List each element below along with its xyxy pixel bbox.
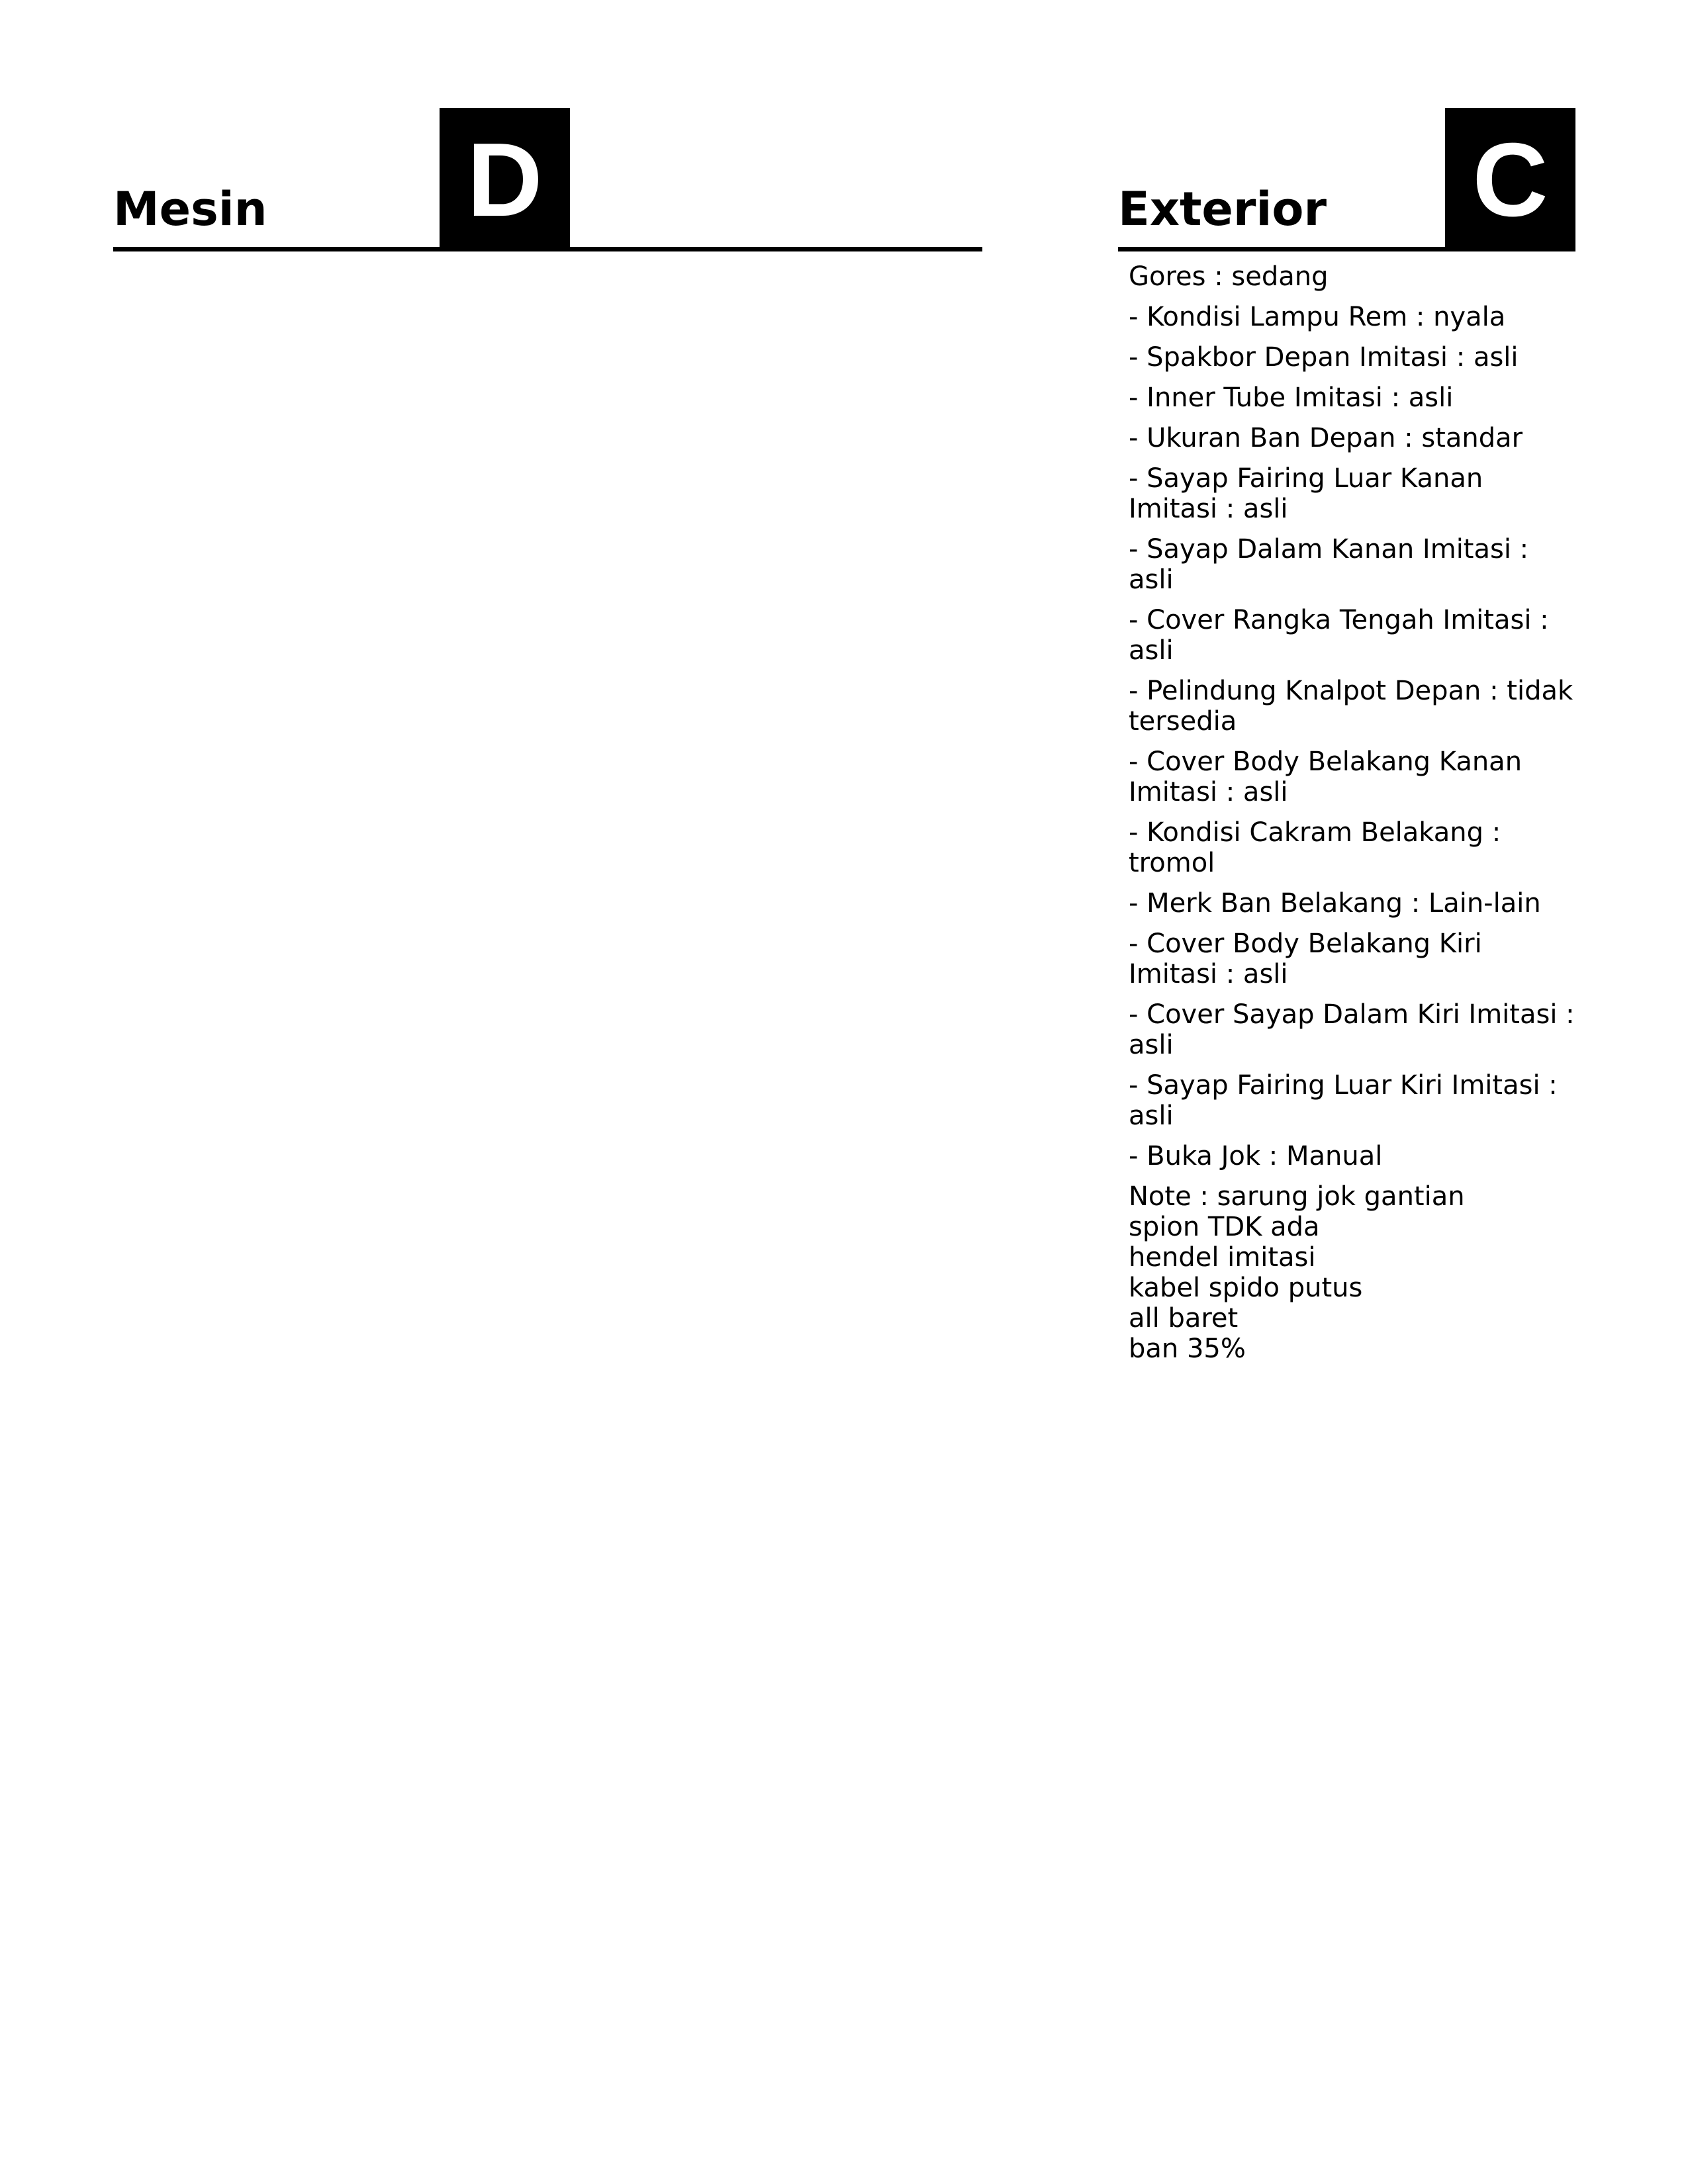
- exterior-item: - Cover Sayap Dalam Kiri Imitasi : asli: [1129, 999, 1575, 1060]
- exterior-item: - Merk Ban Belakang : Lain-lain: [1129, 888, 1541, 919]
- exterior-item: - Sayap Fairing Luar Kiri Imitasi : asli: [1129, 1070, 1558, 1131]
- exterior-item: - Kondisi Lampu Rem : nyala: [1129, 302, 1506, 332]
- exterior-item: - Inner Tube Imitasi : asli: [1129, 383, 1454, 413]
- exterior-item: - Ukuran Ban Depan : standar: [1129, 423, 1523, 453]
- exterior-item: - Buka Jok : Manual: [1129, 1141, 1383, 1171]
- mesin-title: Mesin: [113, 182, 267, 236]
- exterior-item-list: [1118, 261, 1575, 1364]
- exterior-header: [1118, 108, 1575, 251]
- exterior-item: - Spakbor Depan Imitasi : asli: [1129, 342, 1519, 373]
- exterior-item: - Sayap Dalam Kanan Imitasi : asli: [1129, 534, 1529, 595]
- exterior-item: - Cover Body Belakang Kanan Imitasi : asli: [1129, 747, 1523, 807]
- exterior-item: Gores : sedang: [1129, 261, 1329, 292]
- exterior-item: - Kondisi Cakram Belakang : tromol: [1129, 817, 1501, 878]
- mesin-section: [113, 108, 982, 251]
- exterior-section: [1118, 108, 1575, 1374]
- exterior-item: - Sayap Fairing Luar Kanan Imitasi : asli: [1129, 463, 1483, 524]
- exterior-title: Exterior: [1118, 182, 1327, 236]
- mesin-grade-badge: D: [440, 108, 570, 247]
- exterior-item: - Cover Rangka Tengah Imitasi : asli: [1129, 605, 1549, 666]
- exterior-item: - Pelindung Knalpot Depan : tidak tersedia: [1129, 676, 1573, 737]
- exterior-item: - Cover Body Belakang Kiri Imitasi : asli: [1129, 929, 1482, 989]
- mesin-header: [113, 108, 982, 251]
- exterior-grade-badge: C: [1445, 108, 1575, 247]
- exterior-note: Note : sarung jok gantian spion TDK ada hendel imitasi kabel spido putus all baret ban 35%: [1129, 1181, 1465, 1364]
